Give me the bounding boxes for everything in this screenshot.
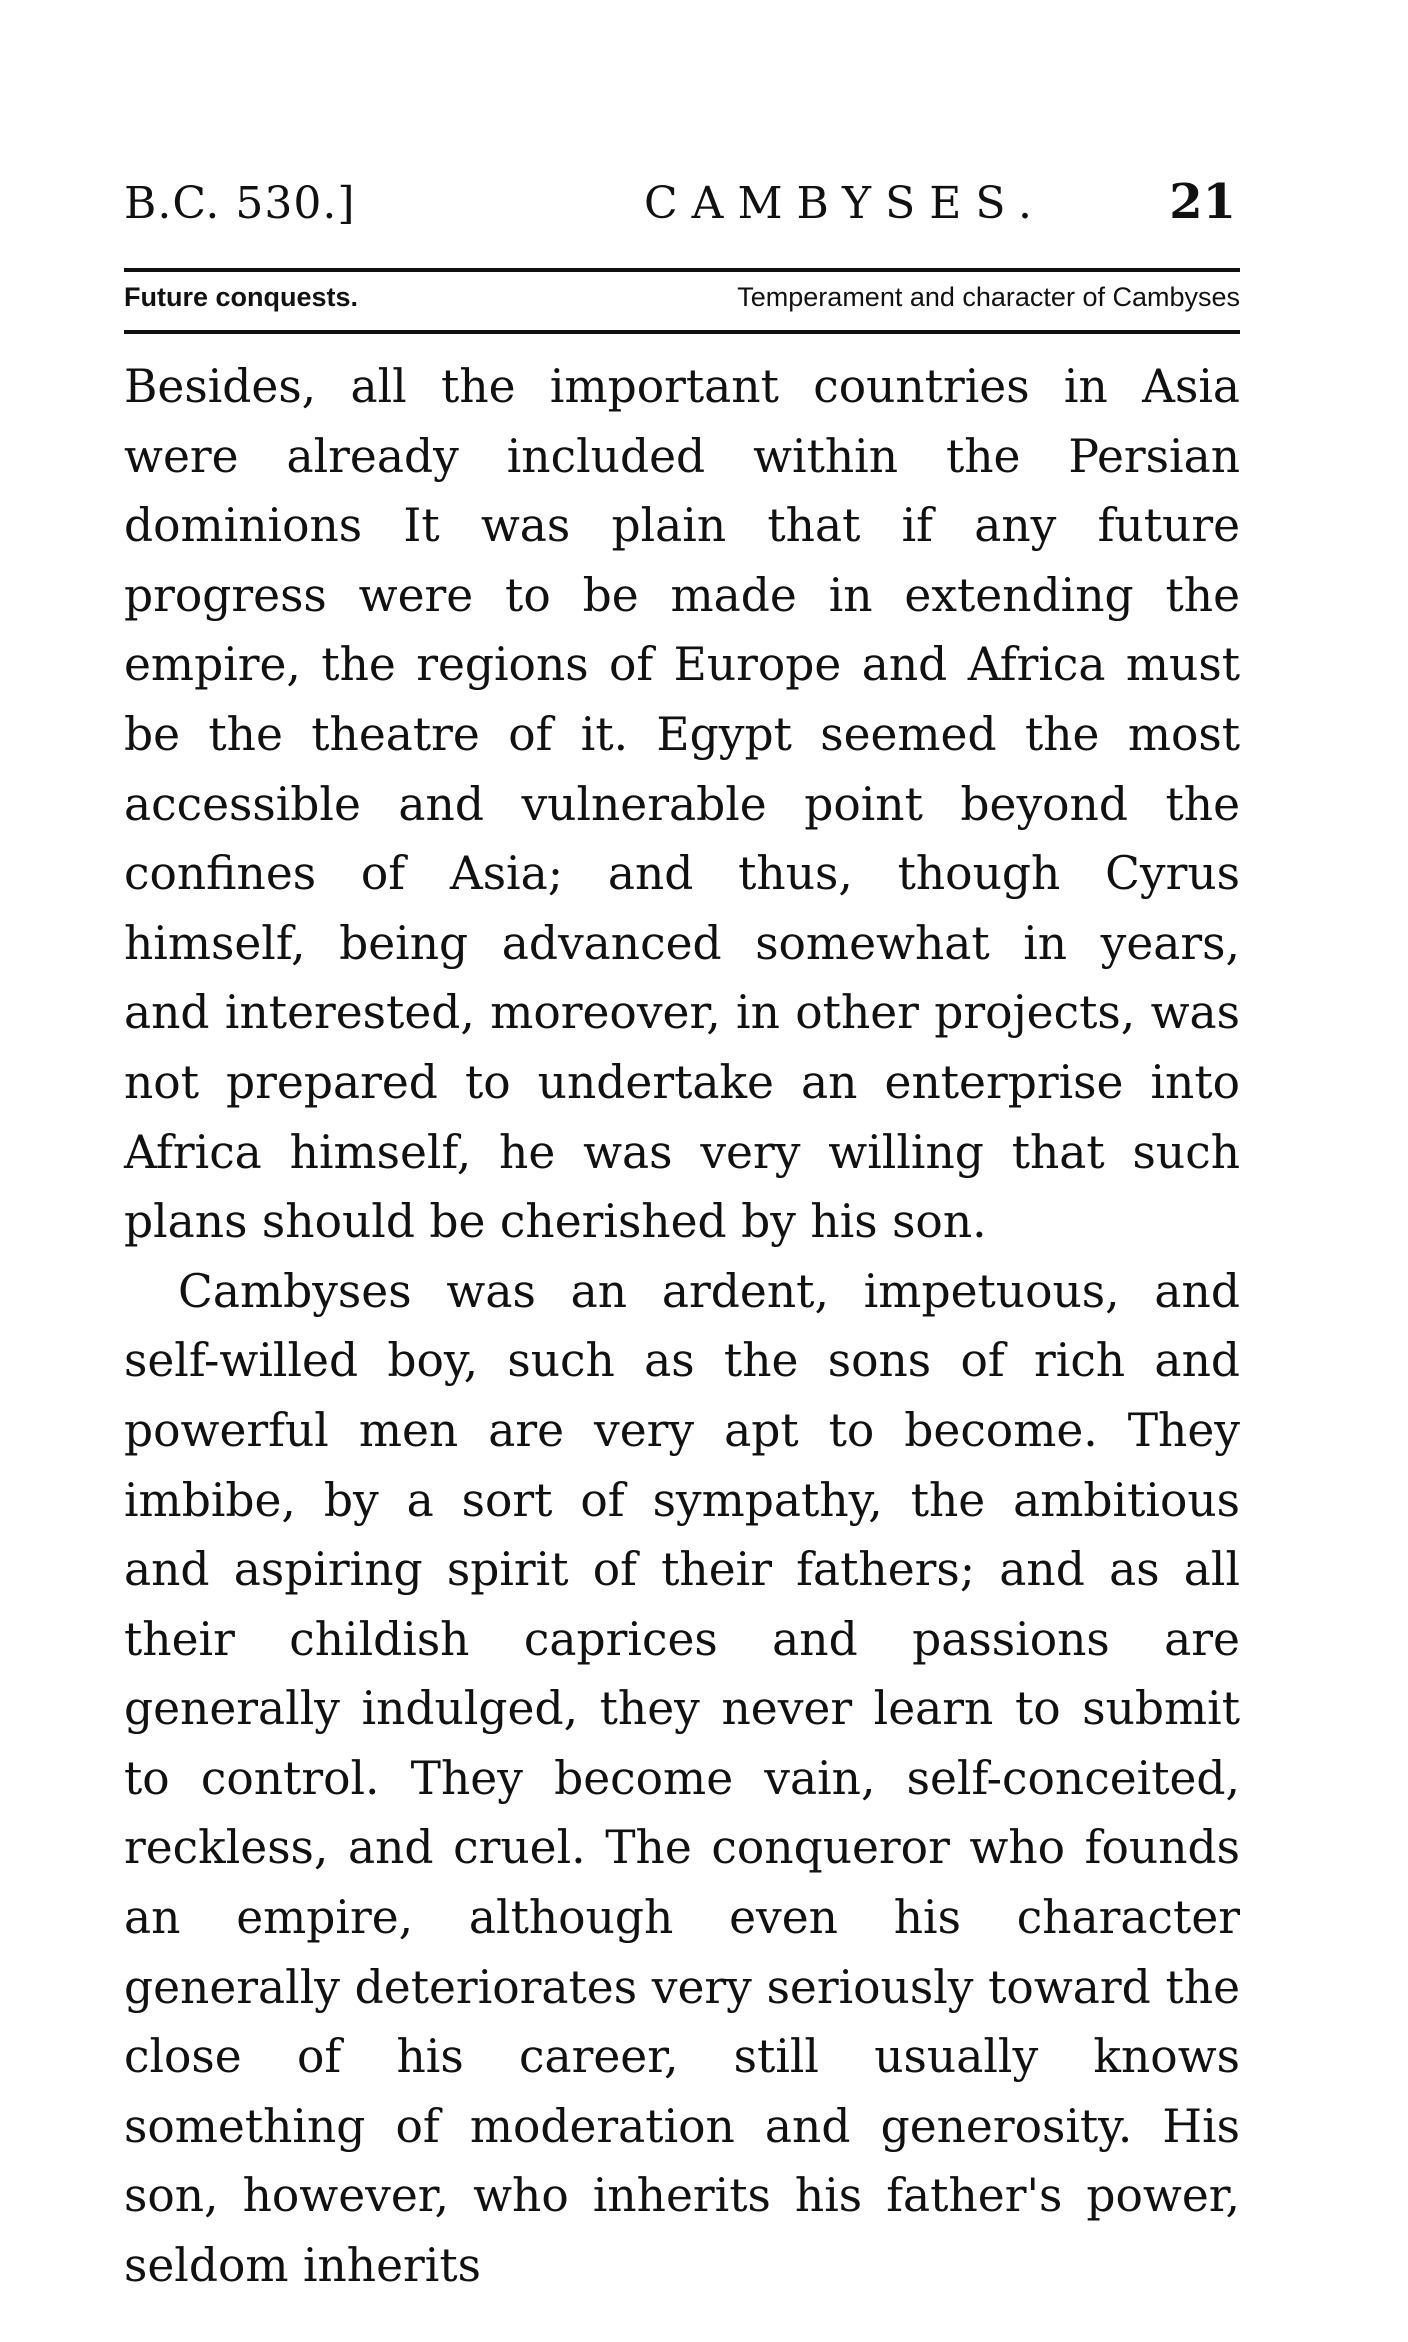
marginal-notes <box>124 280 1240 324</box>
page-header <box>124 168 1236 238</box>
running-title: CAMBYSES. <box>644 178 1046 229</box>
paragraph-1: Besides, all the important countries in Asia were already included within the Persian dominions It was plain that if any future progress were to be made in extending the empire, the regions of Europe and Africa must be the theatre of it. Egypt seemed the most accessible and vulnerable point beyond the confines of Asia; and thus, though Cyrus himself, being advanced somewhat in years, and interested, moreover, in other projects, was not prepared to undertake an enterprise into Africa himself, he was very willing that such plans should be cherished by his son. <box>124 360 1240 1249</box>
marginal-note-right: Temperament and character of Cambyses <box>737 282 1240 312</box>
marginal-note-left: Future conquests. <box>124 282 359 312</box>
page-number: 21 <box>1169 174 1236 230</box>
header-rule-top <box>124 268 1240 272</box>
header-date: B.C. 530.] <box>124 178 356 229</box>
body-text <box>124 352 1240 2301</box>
header-rule-bottom <box>124 330 1240 334</box>
paragraph-2: Cambyses was an ardent, impetuous, and self-willed boy, such as the sons of rich and powerful men are very apt to become. They imbibe, by a sort of sympathy, the ambitious and aspiring spirit of their fathers; and as all their childish caprices and passions are generally indulged, they never learn to submit to control. They become vain, self-conceited, reckless, and cruel. The conqueror who founds an empire, although even his character generally deteriorates very seriously toward the close of his career, still usually knows something of moderation and generosity. His son, however, who inherits his father's power, seldom inherits <box>124 1264 1240 2293</box>
